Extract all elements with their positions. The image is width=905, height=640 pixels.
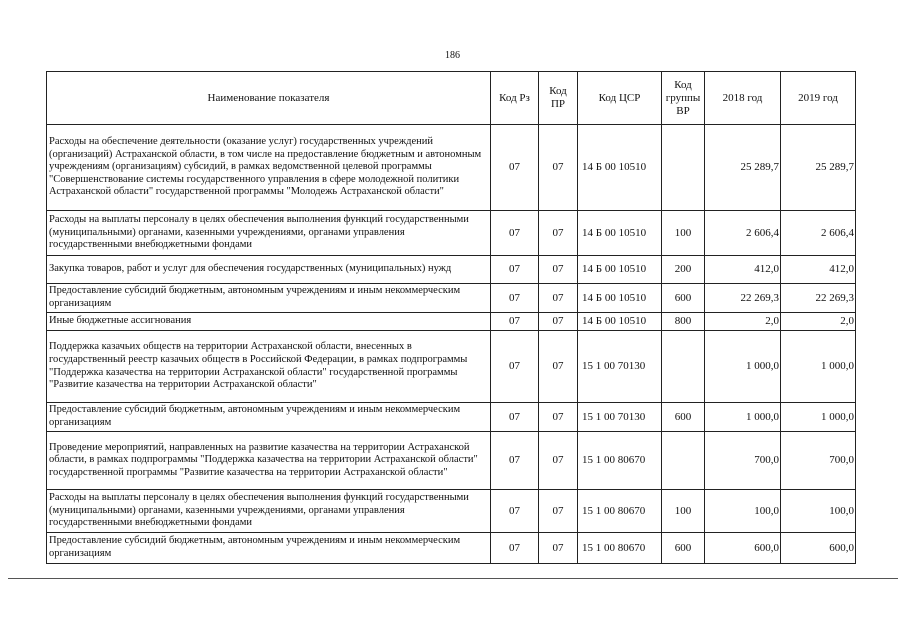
row-vr: 600 (662, 284, 705, 313)
row-rz: 07 (491, 256, 539, 284)
row-2018: 1 000,0 (705, 331, 781, 403)
row-2018: 1 000,0 (705, 403, 781, 432)
row-csr: 15 1 00 70130 (578, 331, 662, 403)
row-rz: 07 (491, 533, 539, 564)
row-2019: 412,0 (781, 256, 856, 284)
row-2019: 1 000,0 (781, 331, 856, 403)
table-row (47, 125, 856, 211)
row-2019: 100,0 (781, 490, 856, 533)
row-rz: 07 (491, 331, 539, 403)
table-header-row (47, 72, 856, 125)
row-csr: 14 Б 00 10510 (578, 125, 662, 211)
row-csr: 15 1 00 80670 (578, 533, 662, 564)
row-rz: 07 (491, 211, 539, 256)
row-pr: 07 (539, 432, 578, 490)
table-row (47, 284, 856, 313)
row-name: Предоставление субсидий бюджетным, автономным учреждениям и иным некоммерческим организациям (47, 533, 491, 564)
row-pr: 07 (539, 533, 578, 564)
row-name: Расходы на обеспечение деятельности (оказание услуг) государственных учреждений (организаций) Астраханской области, в том числе на предоставление бюджетным и автономным учреждениям (организациям) субсидий, в рамках ведомственной целевой программы "Совершенствование системы государственного управления в сфере молодежной политики Астраханской области" государственной программы "Молодежь Астраханской области" (47, 125, 491, 211)
row-pr: 07 (539, 313, 578, 331)
row-pr: 07 (539, 284, 578, 313)
row-vr: 200 (662, 256, 705, 284)
row-rz: 07 (491, 490, 539, 533)
row-name: Расходы на выплаты персоналу в целях обеспечения выполнения функций государственными (муниципальными) органами, казенными учреждениями, органами управления государственными внебюджетными фондами (47, 211, 491, 256)
header-csr: Код ЦСР (578, 72, 662, 125)
row-2019: 600,0 (781, 533, 856, 564)
row-vr (662, 125, 705, 211)
table-row (47, 533, 856, 564)
row-2018: 600,0 (705, 533, 781, 564)
row-2018: 412,0 (705, 256, 781, 284)
row-2018: 100,0 (705, 490, 781, 533)
row-rz: 07 (491, 403, 539, 432)
page-number: 186 (445, 50, 460, 61)
row-name: Проведение мероприятий, направленных на развитие казачества на территории Астраханской области, в рамках подпрограммы "Поддержка казачества на территории Астраханской области" государственной программы "Развитие казачества на территории Астраханской области" (47, 432, 491, 490)
row-2018: 2 606,4 (705, 211, 781, 256)
row-name: Поддержка казачьих обществ на территории Астраханской области, внесенных в государственный реестр казачьих обществ в Российской Федерации, в рамках подпрограммы "Поддержка казачества на территории Астраханской области" государственной программы "Развитие казачества на территории Астраханской области" (47, 331, 491, 403)
header-vr: Код группы ВР (662, 72, 705, 125)
table-row (47, 403, 856, 432)
row-vr: 100 (662, 211, 705, 256)
row-csr: 15 1 00 80670 (578, 490, 662, 533)
row-2019: 2,0 (781, 313, 856, 331)
table-row (47, 313, 856, 331)
bottom-divider (8, 578, 898, 579)
row-2019: 1 000,0 (781, 403, 856, 432)
row-name: Предоставление субсидий бюджетным, автономным учреждениям и иным некоммерческим организациям (47, 403, 491, 432)
row-csr: 14 Б 00 10510 (578, 313, 662, 331)
row-name: Предоставление субсидий бюджетным, автономным учреждениям и иным некоммерческим организациям (47, 284, 491, 313)
budget-table (46, 71, 856, 564)
row-rz: 07 (491, 284, 539, 313)
row-csr: 14 Б 00 10510 (578, 211, 662, 256)
row-csr: 15 1 00 80670 (578, 432, 662, 490)
row-vr (662, 432, 705, 490)
table-row (47, 490, 856, 533)
table-row (47, 331, 856, 403)
table-row (47, 432, 856, 490)
row-pr: 07 (539, 403, 578, 432)
row-pr: 07 (539, 490, 578, 533)
row-pr: 07 (539, 331, 578, 403)
row-name: Закупка товаров, работ и услуг для обеспечения государственных (муниципальных) нужд (47, 256, 491, 284)
row-2019: 2 606,4 (781, 211, 856, 256)
row-csr: 14 Б 00 10510 (578, 284, 662, 313)
row-vr: 100 (662, 490, 705, 533)
row-vr: 600 (662, 533, 705, 564)
row-2019: 25 289,7 (781, 125, 856, 211)
row-csr: 14 Б 00 10510 (578, 256, 662, 284)
row-2018: 700,0 (705, 432, 781, 490)
row-2018: 25 289,7 (705, 125, 781, 211)
row-vr (662, 331, 705, 403)
row-vr: 600 (662, 403, 705, 432)
row-name: Иные бюджетные ассигнования (47, 313, 491, 331)
row-vr: 800 (662, 313, 705, 331)
header-2019: 2019 год (781, 72, 856, 125)
row-pr: 07 (539, 125, 578, 211)
header-rz: Код Рз (491, 72, 539, 125)
row-pr: 07 (539, 256, 578, 284)
row-2018: 22 269,3 (705, 284, 781, 313)
table-row (47, 256, 856, 284)
row-2019: 700,0 (781, 432, 856, 490)
row-rz: 07 (491, 432, 539, 490)
row-rz: 07 (491, 313, 539, 331)
row-name: Расходы на выплаты персоналу в целях обеспечения выполнения функций государственными (муниципальными) органами, казенными учреждениями, органами управления государственными внебюджетными фондами (47, 490, 491, 533)
row-csr: 15 1 00 70130 (578, 403, 662, 432)
row-2019: 22 269,3 (781, 284, 856, 313)
row-rz: 07 (491, 125, 539, 211)
header-pr: Код ПР (539, 72, 578, 125)
header-name: Наименование показателя (47, 72, 491, 125)
row-pr: 07 (539, 211, 578, 256)
row-2018: 2,0 (705, 313, 781, 331)
header-2018: 2018 год (705, 72, 781, 125)
table-row (47, 211, 856, 256)
